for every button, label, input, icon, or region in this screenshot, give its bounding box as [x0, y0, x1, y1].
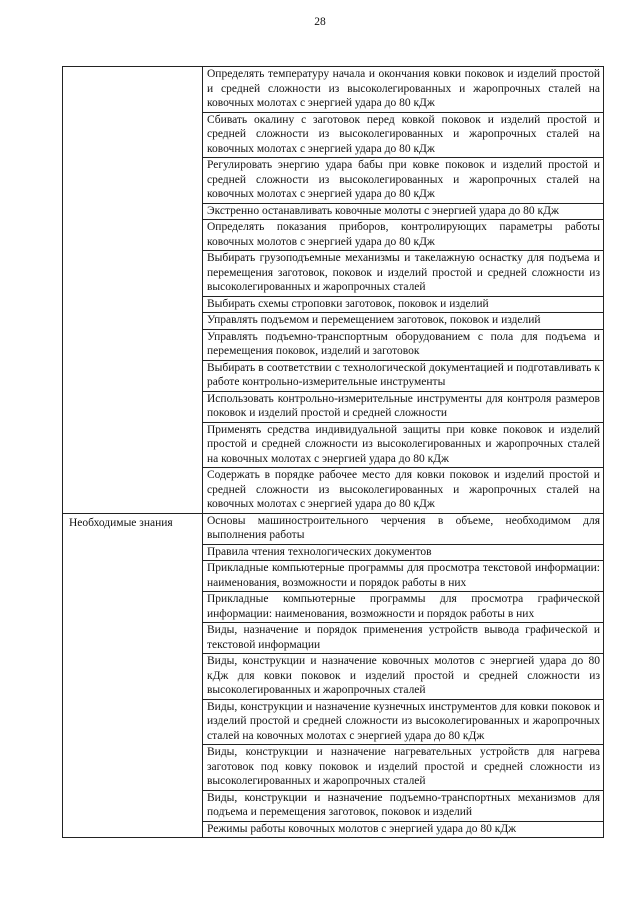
- row-label: Необходимые знания: [69, 516, 173, 529]
- list-item: Виды, назначение и порядок применения устройств вывода графической и текстовой информации: [203, 622, 603, 653]
- table-row-knowledge: [63, 513, 604, 838]
- list-item: Экстренно останавливать ковочные молоты с энергией удара до 80 кДж: [203, 203, 603, 220]
- list-item: Использовать контрольно-измерительные инструменты для контроля размеров поковок и изделий простой и средней сложности: [203, 391, 603, 422]
- list-item: Выбирать схемы строповки заготовок, поковок и изделий: [203, 296, 603, 313]
- list-item: Виды, конструкции и назначение подъемно-транспортных механизмов для подъема и перемещения заготовок, поковок и изделий: [203, 790, 603, 821]
- list-item: Прикладные компьютерные программы для просмотра графической информации: наименования, возможности и порядок работы в них: [203, 591, 603, 622]
- list-item: Виды, конструкции и назначение кузнечных инструментов для ковки поковок и изделий простой и средней сложности из высоколегированных и жаропрочных сталей на ковочных молотах с энергией удара до 80 кДж: [203, 699, 603, 745]
- row-label-cell: [63, 67, 203, 514]
- table-row-skills: [63, 67, 604, 514]
- list-item: Правила чтения технологических документов: [203, 544, 603, 561]
- list-item: Управлять подъемно-транспортным оборудованием с пола для подъема и перемещения поковок, изделий и заготовок: [203, 329, 603, 360]
- skills-list: [203, 67, 603, 513]
- list-item: Виды, конструкции и назначение нагревательных устройств для нагрева заготовок под ковку поковок и изделий простой и средней сложности из высоколегированных и жаропрочных сталей: [203, 744, 603, 790]
- list-item: Сбивать окалину с заготовок перед ковкой поковок и изделий простой и средней сложности из высоколегированных и жаропрочных сталей на ковочных молотах с энергией удара до 80 кДж: [203, 112, 603, 158]
- list-item: Прикладные компьютерные программы для просмотра текстовой информации: наименования, возможности и порядок работы в них: [203, 560, 603, 591]
- items-cell: [203, 67, 604, 514]
- list-item: Выбирать грузоподъемные механизмы и такелажную оснастку для подъема и перемещения заготовок, поковок и изделий простой и средней сложности из высоколегированных и жаропрочных сталей: [203, 250, 603, 296]
- list-item: Режимы работы ковочных молотов с энергией удара до 80 кДж: [203, 821, 603, 838]
- list-item: Виды, конструкции и назначение ковочных молотов с энергией удара до 80 кДж для ковки поковок и изделий простой и средней сложности из высоколегированных и жаропрочных сталей: [203, 653, 603, 699]
- competency-table: [62, 66, 604, 838]
- list-item: Основы машиностроительного черчения в объеме, необходимом для выполнения работы: [207, 514, 600, 541]
- list-item: Определять показания приборов, контролирующих параметры работы ковочных молотов с энергией удара до 80 кДж: [203, 219, 603, 250]
- page-number: 28: [314, 16, 326, 28]
- list-item: Выбирать в соответствии с технологической документацией и подготавливать к работе контрольно-измерительные инструменты: [203, 360, 603, 391]
- list-item: Управлять подъемом и перемещением заготовок, поковок и изделий: [203, 312, 603, 329]
- list-item: Регулировать энергию удара бабы при ковке поковок и изделий простой и средней сложности из высоколегированных и жаропрочных сталей на ковочных молотах с энергией удара до 80 кДж: [203, 157, 603, 203]
- row-label-cell: [63, 513, 203, 838]
- knowledge-list: [203, 514, 603, 838]
- list-item: Содержать в порядке рабочее место для ковки поковок и изделий простой и средней сложности из высоколегированных и жаропрочных сталей на ковочных молотах с энергией удара до 80 кДж: [203, 467, 603, 513]
- list-item: Определять температуру начала и окончания ковки поковок и изделий простой и средней сложности из высоколегированных и жаропрочных сталей на ковочных молотах с энергией удара до 80 кДж: [207, 68, 600, 109]
- list-item: Применять средства индивидуальной защиты при ковке поковок и изделий простой и средней сложности из высоколегированных и жаропрочных сталей на ковочных молотах с энергией удара до 80 кДж: [203, 422, 603, 468]
- items-cell: [203, 513, 604, 838]
